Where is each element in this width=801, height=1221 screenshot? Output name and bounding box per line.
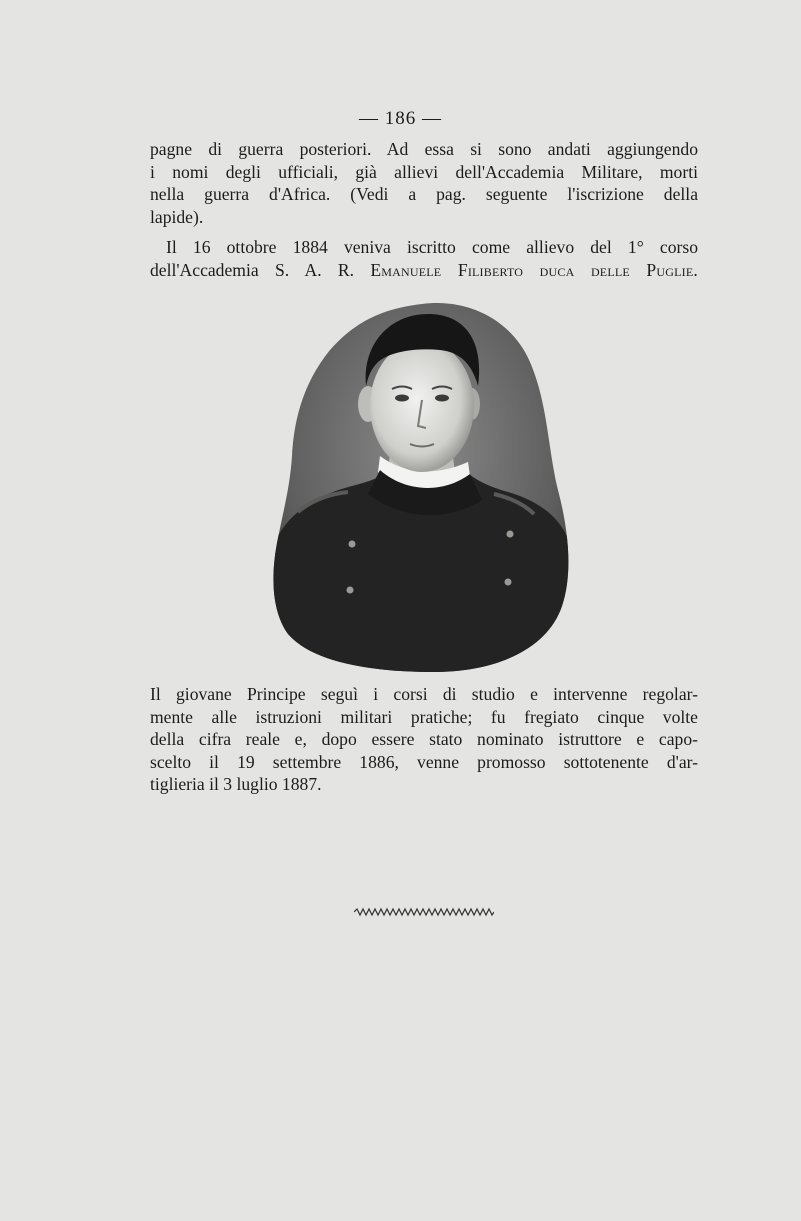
paragraph-3: [150, 683, 698, 796]
decorative-wavy-rule: [354, 907, 494, 917]
text-line: nella guerra d'Africa. (Vedi a pag. seguente l'iscrizione della: [150, 184, 698, 204]
text-line: scelto il 19 settembre 1886, venne promosso sottotenente d'ar-: [150, 751, 698, 772]
paragraph-1: [150, 138, 698, 228]
text-line-prefix: dell'Accademia S. A. R.: [150, 259, 371, 280]
text-line: Il 16 ottobre 1884 veniva iscritto come allievo del 1° corso: [166, 237, 698, 257]
text-line: della cifra reale e, dopo essere stato nominato istruttore e capo-: [150, 729, 698, 749]
portrait-photo: [272, 300, 572, 675]
text-line: Il giovane Principe seguì i corsi di studio e intervenne regolar-: [150, 684, 698, 704]
text-line: pagne di guerra posteriori. Ad essa si sono andati aggiungendo: [150, 139, 698, 159]
text-line: i nomi degli ufficiali, già allievi dell'Accademia Militare, morti: [150, 161, 698, 182]
text-line: mente alle istruzioni militari pratiche; fu fregiato cinque volte: [150, 706, 698, 727]
text-line: tiglieria il 3 luglio 1887.: [150, 774, 322, 794]
text-line: lapide).: [150, 206, 204, 227]
person-name: Emanuele Filiberto duca delle Puglie.: [370, 259, 698, 280]
page-number: — 186 —: [359, 108, 442, 129]
text-line: [150, 259, 698, 282]
paragraph-2: [150, 236, 698, 281]
